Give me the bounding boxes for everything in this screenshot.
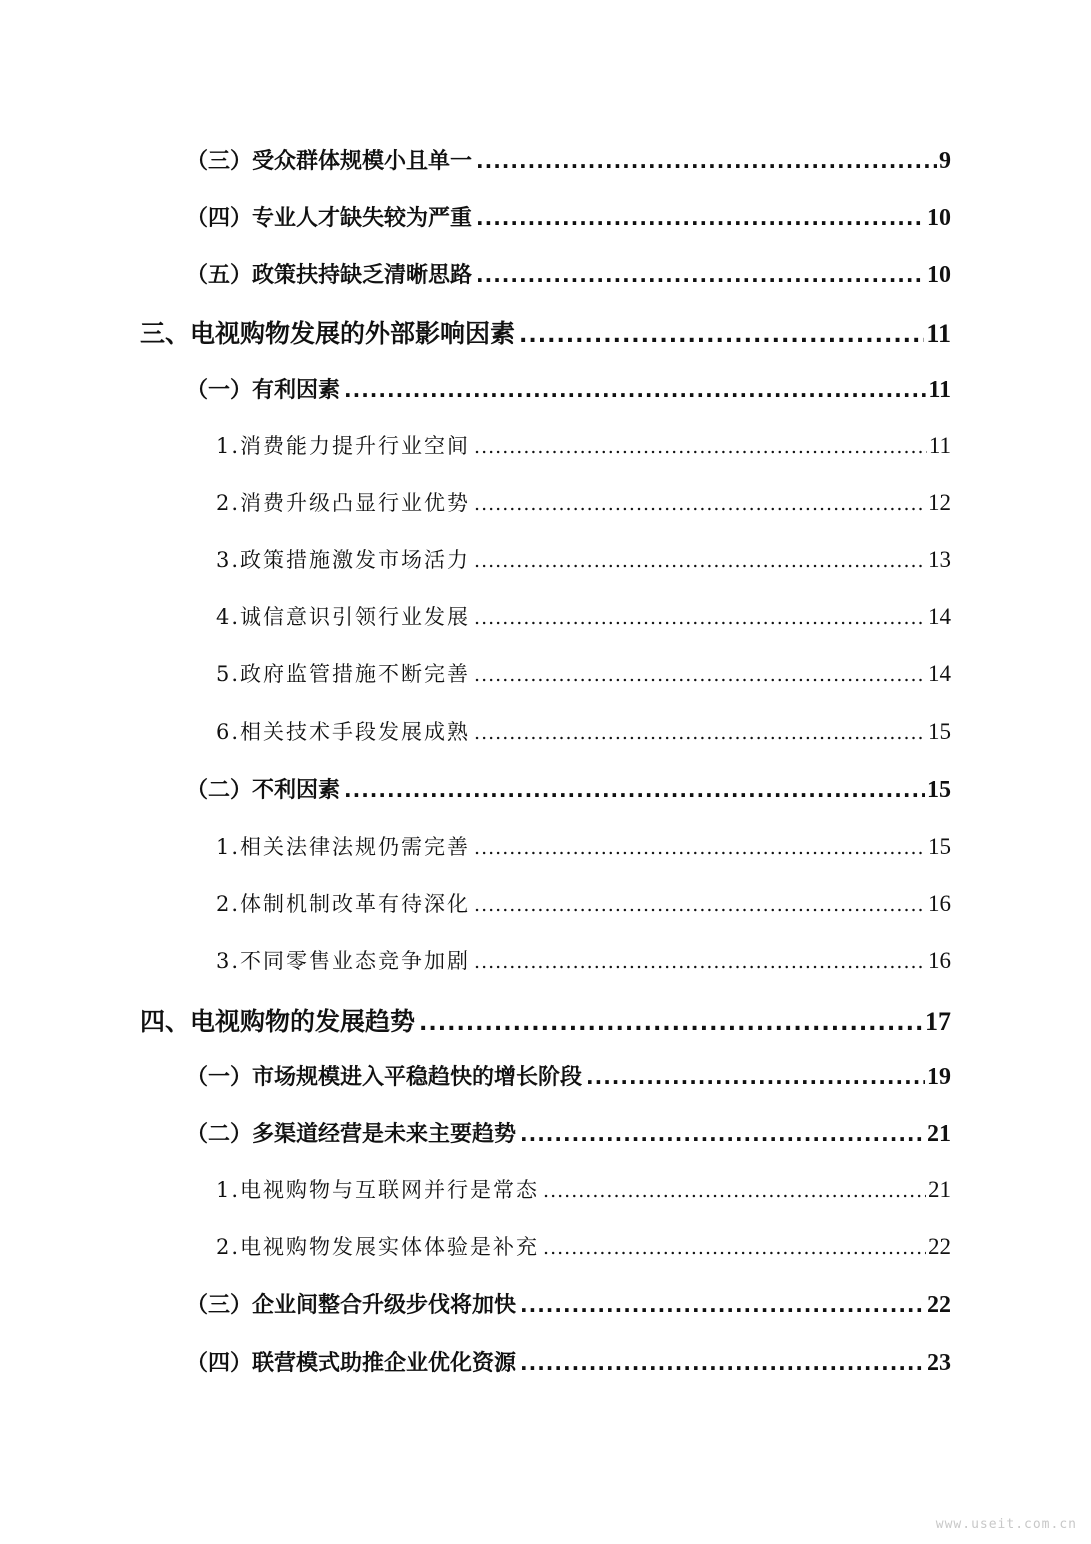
toc-entry-page: 14 [928, 661, 951, 686]
toc-entry-title: 1.电视购物与互联网并行是常态 [216, 1178, 540, 1202]
toc-subentry[interactable] [216, 1174, 951, 1204]
toc-entry-page: 16 [928, 891, 951, 916]
toc-entry-page: 15 [928, 719, 951, 744]
toc-entry[interactable] [186, 1060, 951, 1091]
toc-dot-leader [543, 1237, 926, 1259]
toc-dot-leader [474, 493, 926, 515]
toc-entry-title: （四）联营模式助推企业优化资源 [186, 1351, 517, 1376]
toc-dot-leader [474, 894, 926, 916]
toc-entry-page: 11 [928, 433, 951, 458]
toc-entry-title: （三）企业间整合升级步伐将加快 [186, 1293, 517, 1318]
toc-entry-title: 四、电视购物的发展趋势 [140, 1007, 416, 1036]
toc-entry-title: （二）不利因素 [186, 778, 341, 803]
toc-entry-title: 2.电视购物发展实体体验是补充 [216, 1235, 540, 1259]
toc-subentry[interactable] [216, 888, 951, 918]
toc-entry-page: 21 [927, 1121, 951, 1147]
toc-entry[interactable] [186, 201, 951, 232]
toc-dot-leader [474, 436, 927, 458]
toc-subentry[interactable] [216, 945, 951, 975]
toc-entry[interactable] [186, 258, 951, 289]
toc-entry-page: 15 [927, 777, 951, 803]
toc-entry[interactable] [186, 1346, 951, 1377]
toc-entry[interactable] [186, 373, 951, 404]
toc-chapter-entry[interactable] [140, 314, 951, 350]
toc-entry-title: （二）多渠道经营是未来主要趋势 [186, 1122, 517, 1147]
toc-subentry[interactable] [216, 831, 951, 861]
toc-dot-leader [344, 378, 926, 402]
toc-dot-leader [474, 837, 926, 859]
toc-entry-title: 3.不同零售业态竞争加剧 [216, 949, 471, 973]
toc-entry-title: （三）受众群体规模小且单一 [186, 149, 473, 174]
toc-dot-leader [419, 1011, 923, 1036]
toc-dot-leader [474, 722, 926, 744]
toc-entry-title: 三、电视购物发展的外部影响因素 [140, 319, 516, 348]
toc-entry[interactable] [186, 773, 951, 804]
toc-entry-title: 2.消费升级凸显行业优势 [216, 491, 471, 515]
toc-dot-leader [476, 206, 925, 230]
toc-entry-page: 16 [928, 948, 951, 973]
toc-entry-page: 11 [928, 377, 951, 403]
toc-dot-leader [474, 664, 926, 686]
toc-entry-page: 22 [927, 1292, 951, 1318]
toc-entry-page: 12 [928, 490, 951, 515]
toc-entry-page: 22 [928, 1234, 951, 1259]
toc-entry-title: 1.相关法律法规仍需完善 [216, 835, 471, 859]
toc-subentry[interactable] [216, 544, 951, 574]
toc-entry[interactable] [186, 1117, 951, 1148]
toc-dot-leader [520, 1122, 925, 1146]
toc-entry-title: （一）市场规模进入平稳趋快的增长阶段 [186, 1065, 583, 1090]
toc-entry-title: 5.政府监管措施不断完善 [216, 662, 471, 686]
toc-entry-title: （四）专业人才缺失较为严重 [186, 206, 473, 231]
toc-subentry[interactable] [216, 1231, 951, 1261]
toc-entry-page: 21 [928, 1177, 951, 1202]
toc-entry[interactable] [186, 1288, 951, 1319]
toc-dot-leader [476, 149, 937, 173]
toc-dot-leader [520, 1351, 925, 1375]
toc-entry-page: 15 [928, 834, 951, 859]
toc-dot-leader [476, 263, 925, 287]
toc-dot-leader [520, 1293, 925, 1317]
toc-subentry[interactable] [216, 658, 951, 688]
toc-entry-page: 13 [928, 547, 951, 572]
site-watermark: www.useit.com.cn [935, 1517, 1077, 1532]
toc-chapter-entry[interactable] [140, 1002, 951, 1038]
toc-entry-title: 4.诚信意识引领行业发展 [216, 605, 471, 629]
toc-subentry[interactable] [216, 430, 951, 460]
toc-entry-page: 10 [927, 205, 951, 231]
toc-entry-page: 9 [939, 148, 951, 174]
toc-dot-leader [474, 550, 926, 572]
toc-entry-page: 11 [926, 319, 951, 348]
toc-dot-leader [344, 778, 925, 802]
toc-dot-leader [474, 607, 926, 629]
toc-entry-title: 3.政策措施激发市场活力 [216, 548, 471, 572]
toc-entry-page: 23 [927, 1350, 951, 1376]
toc-entry-title: 1.消费能力提升行业空间 [216, 434, 471, 458]
toc-entry-page: 10 [927, 262, 951, 288]
toc-entry[interactable] [186, 144, 951, 175]
toc-entry-title: （五）政策扶持缺乏清晰思路 [186, 263, 473, 288]
toc-entry-page: 17 [925, 1007, 951, 1036]
toc-subentry[interactable] [216, 487, 951, 517]
toc-entry-title: （一）有利因素 [186, 378, 341, 403]
toc-dot-leader [519, 323, 924, 348]
toc-entry-page: 14 [928, 604, 951, 629]
toc-subentry[interactable] [216, 716, 951, 746]
toc-entry-page: 19 [927, 1064, 951, 1090]
toc-dot-leader [586, 1065, 925, 1089]
toc-dot-leader [474, 951, 926, 973]
toc-dot-leader [543, 1180, 926, 1202]
toc-entry-title: 2.体制机制改革有待深化 [216, 892, 471, 916]
toc-subentry[interactable] [216, 601, 951, 631]
toc-entry-title: 6.相关技术手段发展成熟 [216, 720, 471, 744]
